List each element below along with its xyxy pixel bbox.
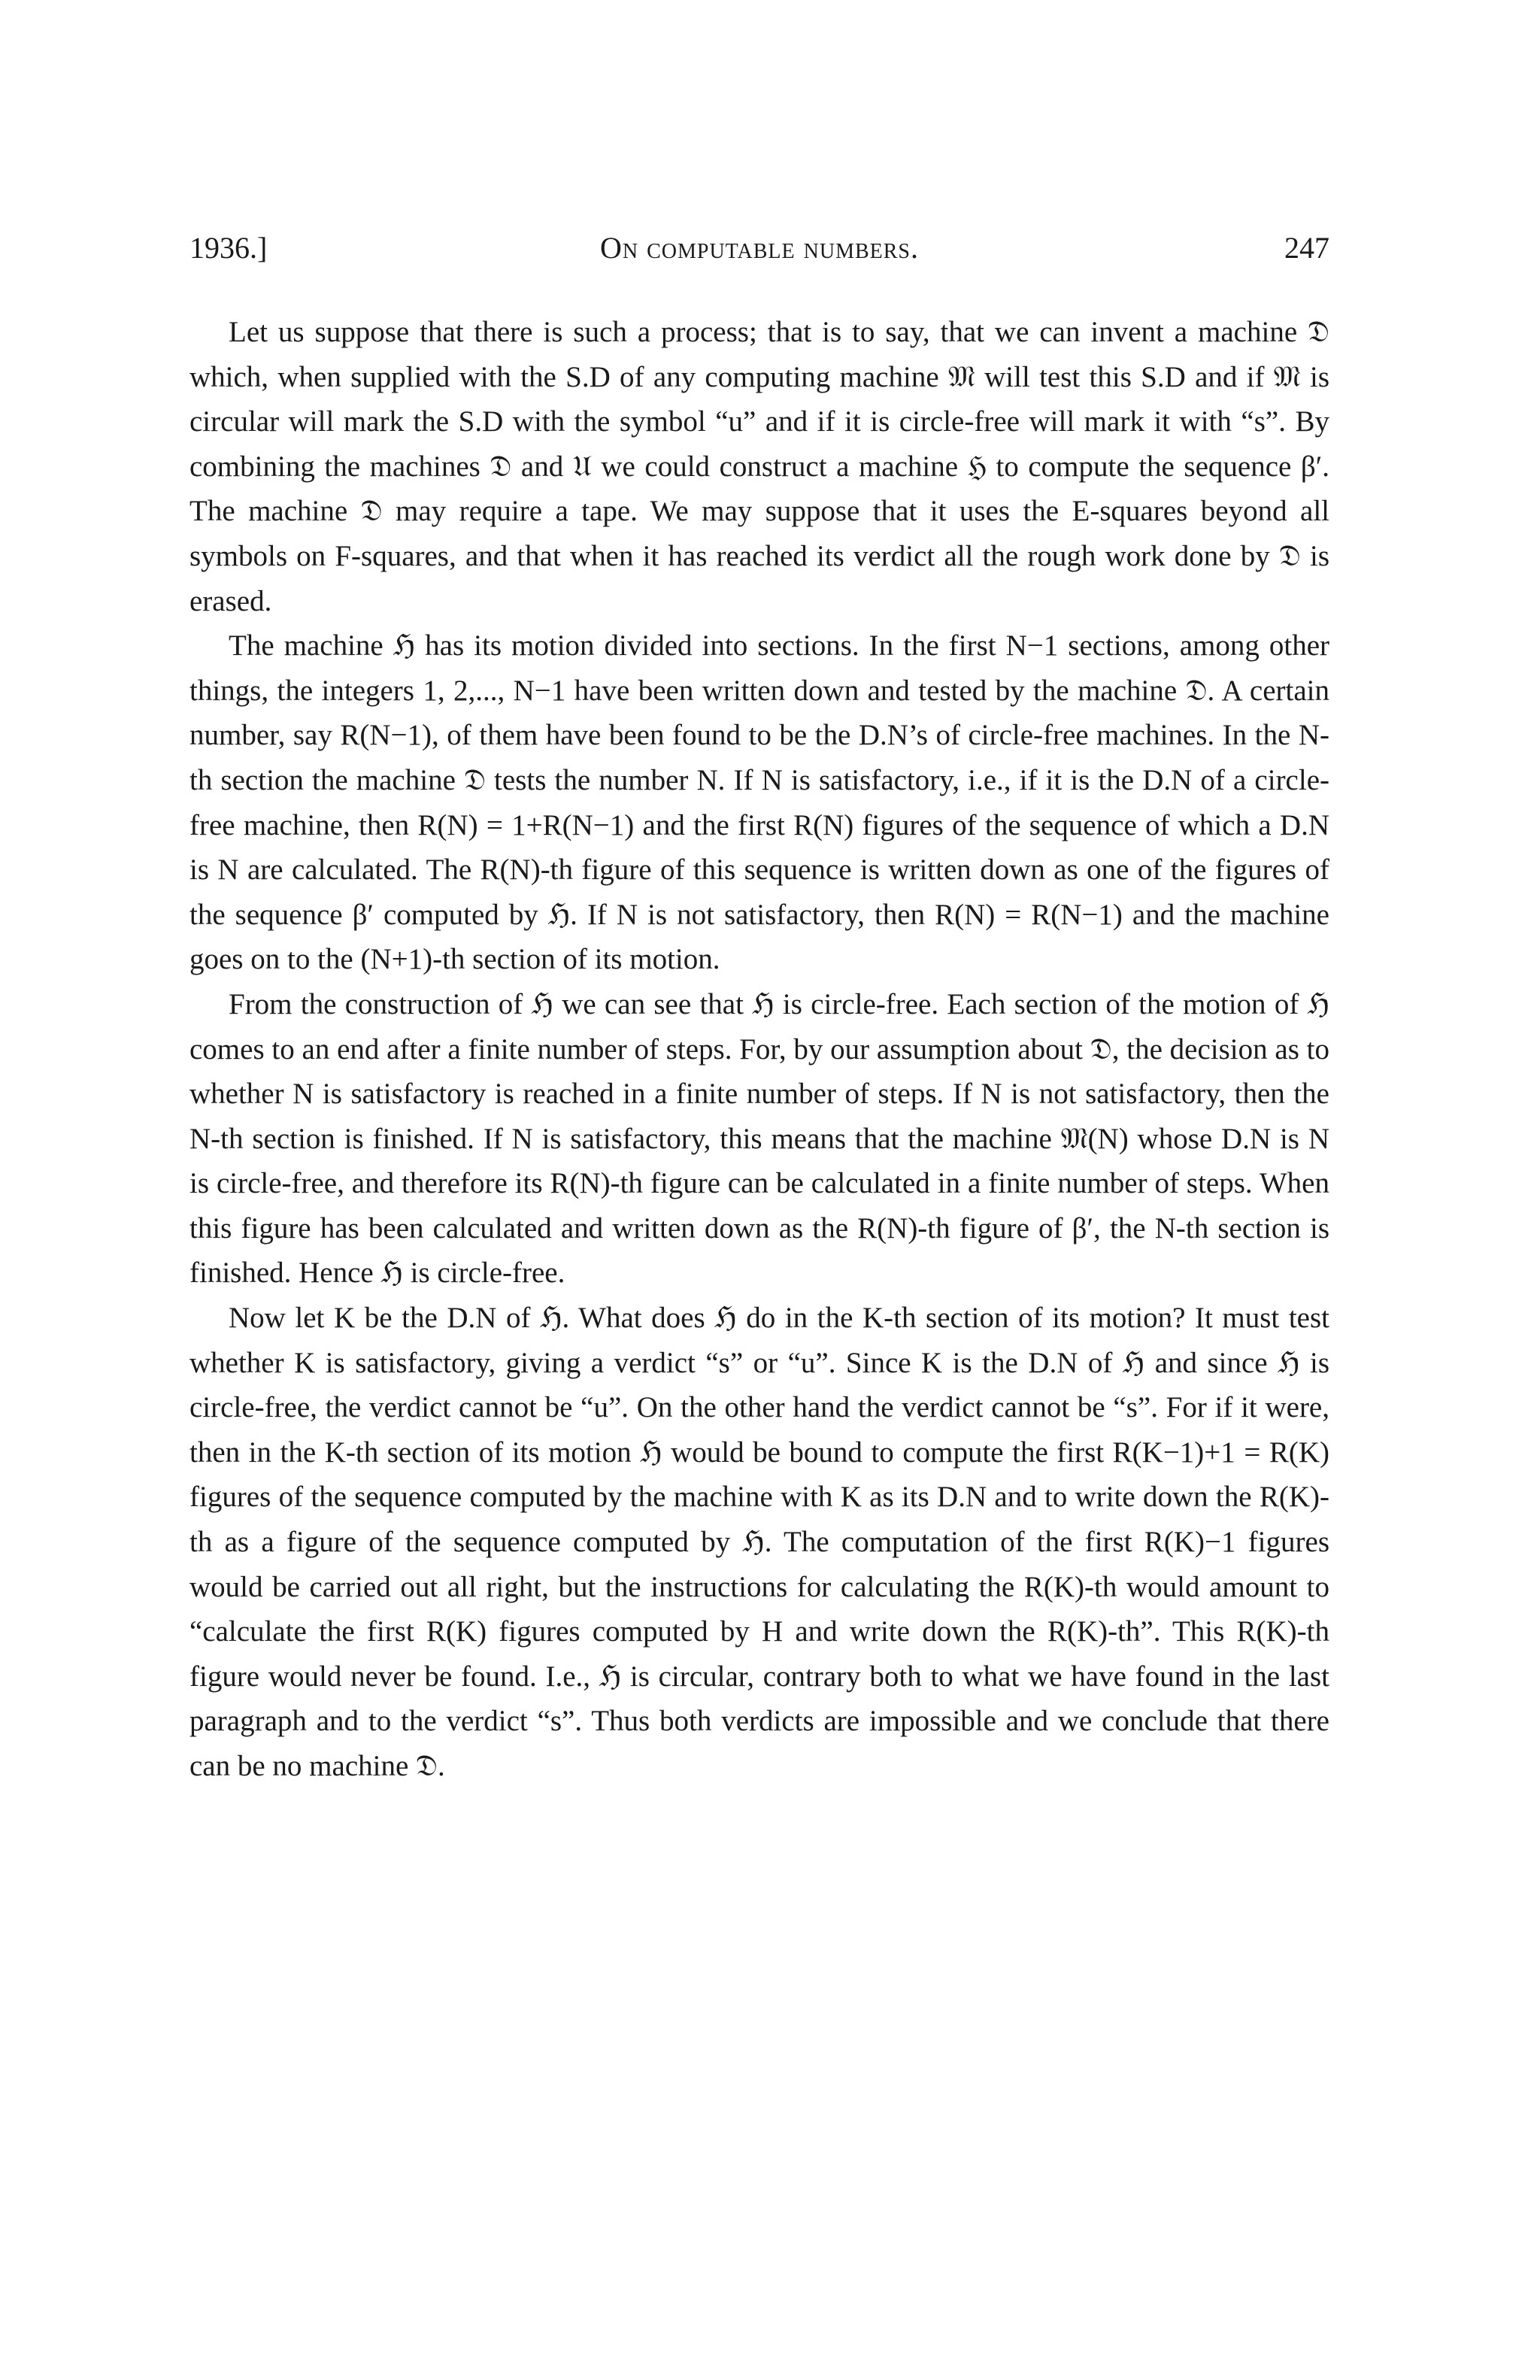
paragraph-2: The machine ℌ has its motion divided into sections. In the first N−1 sections, among other things, the integers 1, 2,..., N−1 have been written down and tested by the machine 𝔇. A certain number, say R(N−1), of them have been found to be the D.N’s of circle-free machines. In the N-th section the machine 𝔇 tests the number N. If N is satisfactory, i.e., if it is the D.N of a circle-free machine, then R(N) = 1+R(N−1) and the first R(N) figures of the sequence of which a D.N is N are calculated. The R(N)-th figure of this sequence is written down as one of the figures of the sequence β′ computed by ℌ. If N is not satisfactory, then R(N) = R(N−1) and the machine goes on to the (N+1)-th section of its motion. [189, 629, 1329, 976]
paragraph-4: Now let K be the D.N of ℌ. What does ℌ do in the K-th section of its motion? It must test whether K is satisfactory, giving a verdict “s” or “u”. Since K is the D.N of ℌ and since ℌ is circle-free, the verdict cannot be “u”. On the other hand the verdict cannot be “s”. For if it were, then in the K-th section of its motion ℌ would be bound to compute the first R(K−1)+1 = R(K) figures of the sequence computed by the machine with K as its D.N and to write down the R(K)-th as a figure of the sequence computed by ℌ. The computation of the first R(K)−1 figures would be carried out all right, but the instructions for calculating the R(K)-th would amount to “calculate the first R(K) figures computed by H and write down the R(K)-th”. This R(K)-th figure would never be found. I.e., ℌ is circular, contrary both to what we have found in the last paragraph and to the verdict “s”. Thus both verdicts are impossible and we conclude that there can be no machine 𝔇. [189, 1302, 1329, 1782]
body-text [189, 310, 1329, 1789]
running-head-title: On computable numbers. [599, 231, 920, 265]
running-head [189, 226, 1329, 271]
paragraph-1: Let us suppose that there is such a process; that is to say, that we can invent a machine 𝔇 which, when supplied with the S.D of any computing machine 𝔐 will test this S.D and if 𝔐 is circular will mark the S.D with the symbol “u” and if it is circle-free will mark it with “s”. By combining the machines 𝔇 and 𝔘 we could construct a machine ℌ to compute the sequence β′. The machine 𝔇 may require a tape. We may suppose that it uses the E-squares beyond all symbols on F-squares, and that when it has reached its verdict all the rough work done by 𝔇 is erased. [189, 316, 1329, 617]
page-number: 247 [1284, 231, 1329, 265]
paragraph-3: From the construction of ℌ we can see that ℌ is circle-free. Each section of the motion of ℌ comes to an end after a finite number of steps. For, by our assumption about 𝔇, the decision as to whether N is satisfactory is reached in a finite number of steps. If N is not satisfactory, then the N-th section is finished. If N is satisfactory, this means that the machine 𝔐(N) whose D.N is N is circle-free, and therefore its R(N)-th figure can be calculated in a finite number of steps. When this figure has been calculated and written down as the R(N)-th figure of β′, the N-th section is finished. Hence ℌ is circle-free. [189, 987, 1329, 1290]
running-head-year: 1936.] [189, 231, 268, 265]
